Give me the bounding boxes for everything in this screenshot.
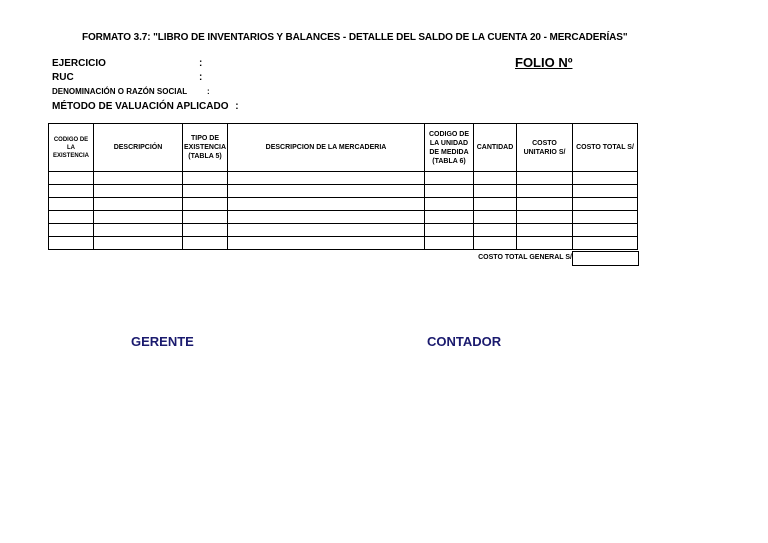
document-title: FORMATO 3.7: "LIBRO DE INVENTARIOS Y BALANCES - DETALLE DEL SALDO DE LA CUENTA 20 - MERCADERÍAS" bbox=[82, 32, 628, 43]
table-cell bbox=[517, 172, 573, 185]
table-cell bbox=[517, 211, 573, 224]
table-cell bbox=[474, 172, 517, 185]
field-ejercicio bbox=[52, 58, 203, 69]
table-row bbox=[49, 237, 638, 250]
header-descripcion: DESCRIPCIÓN bbox=[94, 124, 183, 172]
table-cell bbox=[474, 211, 517, 224]
table-cell bbox=[183, 224, 228, 237]
signature-contador: CONTADOR bbox=[427, 334, 502, 349]
inventory-table bbox=[48, 123, 638, 250]
table-cell bbox=[228, 224, 425, 237]
table-cell bbox=[228, 198, 425, 211]
field-label-text: EJERCICIO bbox=[52, 58, 106, 69]
table-row bbox=[49, 211, 638, 224]
table-cell bbox=[49, 224, 94, 237]
table-cell bbox=[573, 224, 638, 237]
table-cell bbox=[573, 237, 638, 250]
table-cell bbox=[228, 237, 425, 250]
table-header-row bbox=[49, 124, 638, 172]
header-cantidad: CANTIDAD bbox=[474, 124, 517, 172]
field-metodo-valuacion bbox=[52, 101, 239, 112]
field-razon-social bbox=[52, 87, 210, 96]
table-cell bbox=[474, 237, 517, 250]
table-cell bbox=[183, 198, 228, 211]
table-row bbox=[49, 198, 638, 211]
table-cell bbox=[183, 172, 228, 185]
table-cell bbox=[94, 211, 183, 224]
table-cell bbox=[517, 224, 573, 237]
table-cell bbox=[573, 185, 638, 198]
table-cell bbox=[474, 224, 517, 237]
table-cell bbox=[474, 198, 517, 211]
table-cell bbox=[228, 185, 425, 198]
header-codigo-unidad-medida: CODIGO DE LA UNIDAD DE MEDIDA (TABLA 6) bbox=[425, 124, 474, 172]
table-cell bbox=[228, 172, 425, 185]
table-cell bbox=[425, 224, 474, 237]
folio-label: FOLIO Nº bbox=[515, 55, 573, 70]
table-cell bbox=[228, 211, 425, 224]
field-label-text: MÉTODO DE VALUACIÓN APLICADO bbox=[52, 101, 229, 112]
table-cell bbox=[425, 211, 474, 224]
table-cell bbox=[573, 172, 638, 185]
table-cell bbox=[425, 172, 474, 185]
table-cell bbox=[49, 211, 94, 224]
table-cell bbox=[517, 185, 573, 198]
field-colon: : bbox=[199, 72, 203, 83]
total-general-label: COSTO TOTAL GENERAL S/ bbox=[478, 254, 572, 261]
table-cell bbox=[517, 198, 573, 211]
table-cell bbox=[183, 211, 228, 224]
signature-gerente: GERENTE bbox=[131, 334, 194, 349]
table-cell bbox=[474, 185, 517, 198]
field-label-text: RUC bbox=[52, 72, 74, 83]
field-ruc bbox=[52, 72, 203, 83]
header-costo-total: COSTO TOTAL S/ bbox=[573, 124, 638, 172]
table-cell bbox=[573, 211, 638, 224]
table-cell bbox=[94, 185, 183, 198]
field-colon: : bbox=[207, 87, 210, 96]
table-cell bbox=[573, 198, 638, 211]
table-row bbox=[49, 185, 638, 198]
table-cell bbox=[94, 172, 183, 185]
header-tipo-existencia: TIPO DE EXISTENCIA (TABLA 5) bbox=[183, 124, 228, 172]
table-row bbox=[49, 224, 638, 237]
table-cell bbox=[425, 198, 474, 211]
table-cell bbox=[425, 185, 474, 198]
field-label-text: DENOMINACIÓN O RAZÓN SOCIAL bbox=[52, 87, 188, 96]
table-cell bbox=[94, 237, 183, 250]
table-row bbox=[49, 172, 638, 185]
table-cell bbox=[183, 185, 228, 198]
header-descripcion-mercaderia: DESCRIPCION DE LA MERCADERIA bbox=[228, 124, 425, 172]
table-cell bbox=[94, 198, 183, 211]
table-cell bbox=[49, 237, 94, 250]
total-general-cell bbox=[572, 251, 639, 266]
field-colon: : bbox=[199, 58, 203, 69]
table-cell bbox=[49, 172, 94, 185]
table-cell bbox=[517, 237, 573, 250]
table-cell bbox=[94, 224, 183, 237]
table-cell bbox=[49, 185, 94, 198]
header-codigo-existencia: CODIGO DE LA EXISTENCIA bbox=[49, 124, 94, 172]
table-cell bbox=[425, 237, 474, 250]
field-colon: : bbox=[235, 101, 239, 112]
table-cell bbox=[183, 237, 228, 250]
header-costo-unitario: COSTO UNITARIO S/ bbox=[517, 124, 573, 172]
table-cell bbox=[49, 198, 94, 211]
